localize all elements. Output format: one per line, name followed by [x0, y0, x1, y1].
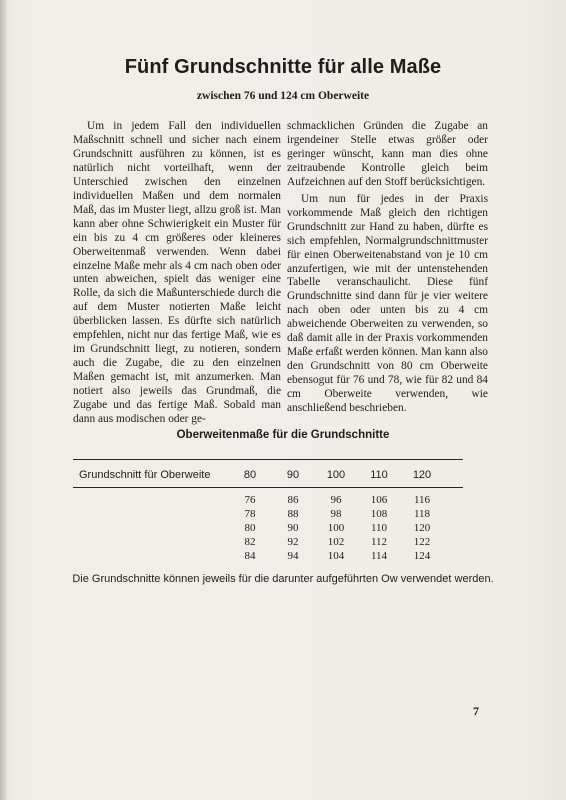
table-header-cell: 100 — [326, 469, 346, 481]
table-cell: 100 — [327, 522, 345, 534]
table-cell: 102 — [327, 536, 345, 548]
page-binding-shadow — [0, 0, 6, 800]
table-header-rule — [73, 487, 463, 488]
table-cell: 86 — [287, 494, 299, 506]
page-number: 7 — [473, 704, 479, 718]
page-title: Fünf Grundschnitte für alle Maße — [124, 56, 442, 78]
table-cell: 98 — [330, 508, 342, 520]
table-cell: 112 — [370, 536, 388, 548]
table-cell: 90 — [287, 522, 299, 534]
table-cell: 106 — [370, 494, 388, 506]
paragraph: Um nun für jedes in der Praxis vorkommende Maß gleich den richtigen Grundschnitt zur Hand zu haben, dürfte es sich empfehlen, Normalgrundschnittmuster für einen Oberweitenabstand von je 10 cm anzufertigen, wie mit der untenstehenden Tabelle veranschaulicht. Diese fünf Grundschnitte sind dann für je vier weitere nach oben oder unten bis zu 4 cm abweichende Oberweiten zu verwenden, so daß damit alle in der Praxis vorkommenden Maße erfaßt werden können. Man kann also den Grundschnitt von 80 cm Oberweite ebensogut für 76 und 78, wie für 82 und 84 cm Oberweite verwenden, wie anschließend beschrieben. — [287, 192, 488, 415]
table-cell: 124 — [413, 550, 431, 562]
table-cell: 120 — [413, 522, 431, 534]
table-top-rule — [73, 459, 463, 460]
table-cell: 88 — [287, 508, 299, 520]
left-text-column — [73, 120, 281, 427]
table-cell: 96 — [330, 494, 342, 506]
paragraph: Um in jedem Fall den individuellen Maßschnitt schnell und sicher nach einem Grundschnitt ausführen zu können, ist es natürlich nicht vorteilhaft, wenn der Unterschied zwischen den einzelnen individuellen Maßen und dem normalen Maß, das im Muster liegt, allzu groß ist. Man kann aber ohne Schwierigkeit ein Muster für ein bis zu 4 cm größeres oder kleineres Oberweitenmaß verwenden. Wenn dabei einzelne Maße mehr als 4 cm nach oben oder unten abweichen, spielt das weniger eine Rolle, da sich die Maßunterschiede durch die auf dem Muster notierten Maße leicht überblicken lassen. Es dürfte sich natürlich empfehlen, nicht nur das fertige Maß, wie es im Grundschnitt liegt, zu notieren, sondern auch die Zugabe, die zu den einzelnen Maßen gemacht ist, mit anzumerken. Man notiert also jeweils das Grundmaß, die Zugabe und das fertige Maß. Sobald man dann aus modischen oder ge- — [73, 120, 281, 426]
right-text-column — [287, 120, 488, 416]
table-cell: 114 — [370, 550, 388, 562]
table-cell: 92 — [287, 536, 299, 548]
table-header-cell: 80 — [243, 469, 257, 481]
table-cell: 82 — [244, 536, 256, 548]
paragraph: schmacklichen Gründen die Zugabe an irgendeiner Stelle etwas größer oder geringer wünscht, kann man dies ohne zeitraubende Kontrolle gleich beim Aufzeichnen auf den Stoff berücksichtigen. — [287, 120, 488, 188]
table-cell: 76 — [244, 494, 256, 506]
table-cell: 80 — [244, 522, 256, 534]
table-cell: 116 — [413, 494, 431, 506]
table-cell: 110 — [370, 522, 388, 534]
page-subtitle: zwischen 76 und 124 cm Oberweite — [196, 90, 370, 102]
table-header-cell: 90 — [286, 469, 300, 481]
table-cell: 104 — [327, 550, 345, 562]
table-title: Oberweitenmaße für die Grundschnitte — [176, 429, 390, 441]
table-cell: 94 — [287, 550, 299, 562]
table-cell: 122 — [413, 536, 431, 548]
table-cell: 84 — [244, 550, 256, 562]
table-footnote: Die Grundschnitte können jeweils für die darunter aufgeführten Ow verwendet werden. — [72, 573, 494, 585]
table-header-label: Grundschnitt für Oberweite — [79, 469, 211, 481]
table-cell: 78 — [244, 508, 256, 520]
table-header-cell: 110 — [370, 469, 388, 481]
table-header-cell: 120 — [412, 469, 432, 481]
table-cell: 108 — [370, 508, 388, 520]
table-cell: 118 — [413, 508, 431, 520]
